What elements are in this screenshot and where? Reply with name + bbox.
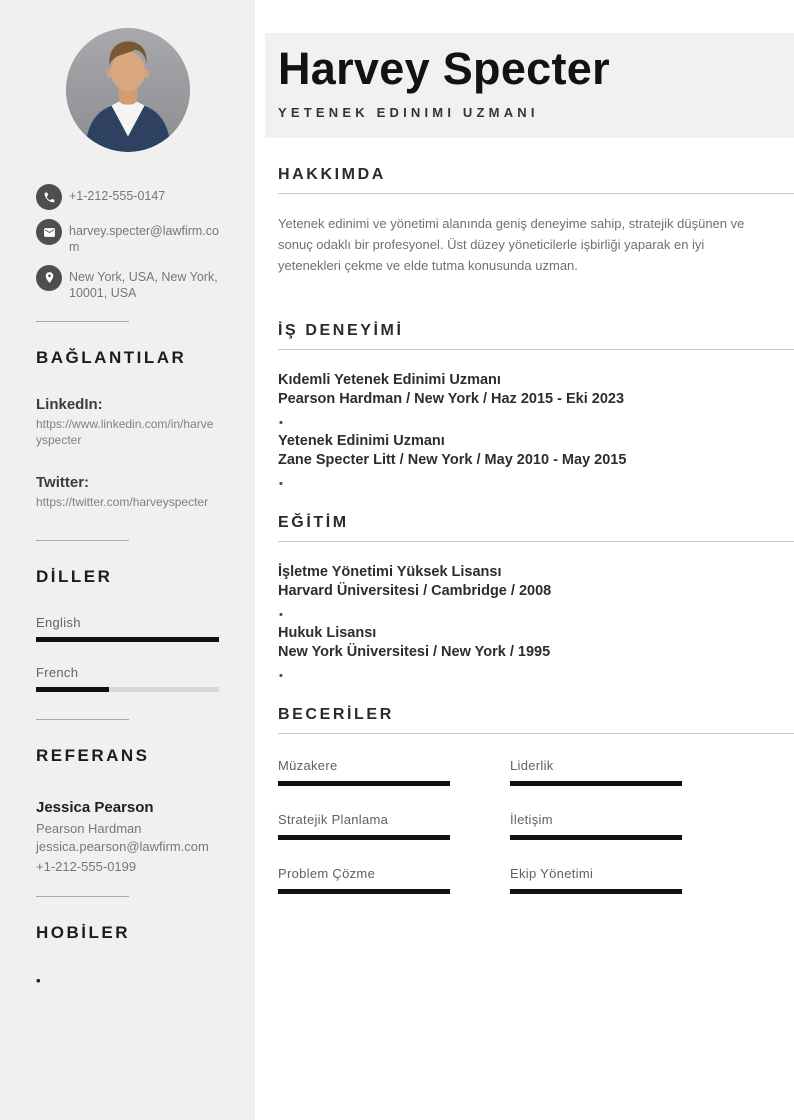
skill-name: Stratejik Planlama	[278, 812, 389, 828]
avatar	[66, 28, 190, 152]
skill-item	[278, 812, 450, 840]
section-rule	[278, 733, 794, 734]
skill-item	[510, 812, 682, 840]
education-section	[278, 514, 794, 660]
job-meta: Pearson Hardman / New York / Haz 2015 - Eki 2023	[278, 391, 625, 408]
languages-list	[36, 615, 219, 692]
skill-bar-fill	[278, 835, 450, 840]
language-bar-fill	[36, 637, 219, 642]
skill-name: Problem Çözme	[278, 866, 376, 882]
main-content	[255, 0, 794, 1120]
section-rule	[278, 541, 794, 542]
contact-section	[36, 184, 219, 301]
about-section	[278, 166, 794, 276]
person-job-title: YETENEK EDINIMI UZMANI	[278, 105, 539, 120]
job-role: Kıdemli Yetenek Edinimi Uzmanı	[278, 372, 501, 389]
reference-company: Pearson Hardman	[36, 820, 142, 836]
email-icon	[36, 219, 62, 245]
about-title: HAKKIMDA	[278, 166, 386, 183]
link-label: LinkedIn:	[36, 396, 103, 413]
experience-section	[278, 322, 794, 468]
degree-name: İşletme Yönetimi Yüksek Lisansı	[278, 564, 502, 581]
links-section-title: BAĞLANTILAR	[36, 348, 187, 367]
language-item	[36, 665, 219, 692]
skill-item	[510, 758, 682, 786]
about-text: Yetenek edinimi ve yönetimi alanında geniş deneyime sahip, stratejik düşünen ve sonuç odaklı bir profesyonel. Üst düzey yöneticilerle işbirliği yaparak en iyi yetenekleri çekme ve elde tutma konusunda uzman.	[278, 216, 745, 273]
language-name: French	[36, 664, 79, 680]
skills-title: BECERİLER	[278, 706, 394, 724]
skill-name: Müzakere	[278, 758, 338, 774]
language-bar-track	[36, 687, 219, 692]
sidebar	[0, 0, 255, 1120]
skill-bar-fill	[278, 781, 450, 786]
contact-phone	[36, 184, 219, 210]
skill-name: Ekip Yönetimi	[510, 866, 594, 882]
link-url[interactable]: https://www.linkedin.com/in/harveyspecter	[36, 417, 214, 447]
reference-phone: +1-212-555-0199	[36, 858, 137, 874]
contact-location	[36, 265, 219, 302]
skills-section	[278, 706, 794, 894]
skill-bar-fill	[278, 889, 450, 894]
education-entries	[278, 564, 794, 660]
experience-entry	[278, 372, 794, 407]
skill-bar-track	[278, 835, 450, 840]
reference-email: jessica.pearson@lawfirm.com	[36, 838, 209, 854]
skill-item	[510, 866, 682, 894]
degree-meta: Harvard Üniversitesi / Cambridge / 2008	[278, 583, 552, 600]
link-item	[36, 396, 219, 448]
skill-name: Liderlik	[510, 758, 554, 774]
sidebar-divider	[36, 896, 129, 897]
sidebar-divider	[36, 719, 129, 720]
skill-bar-fill	[510, 781, 682, 786]
reference-name: Jessica Pearson	[36, 798, 154, 816]
section-rule	[278, 193, 794, 194]
link-url[interactable]: https://twitter.com/harveyspecter	[36, 495, 209, 510]
education-entry	[278, 564, 794, 599]
header-band	[265, 33, 794, 138]
skill-bar-track	[510, 835, 682, 840]
skill-item	[278, 758, 450, 786]
profile-photo	[66, 28, 190, 152]
language-bar-track	[36, 637, 219, 642]
job-meta: Zane Specter Litt / New York / May 2010 - May 2015	[278, 452, 627, 469]
degree-meta: New York Üniversitesi / New York / 1995	[278, 644, 551, 661]
language-name: English	[36, 614, 81, 630]
skill-bar-fill	[510, 835, 682, 840]
experience-entry	[278, 433, 794, 468]
phone-value: +1-212-555-0147	[69, 189, 166, 203]
experience-entries	[278, 372, 794, 468]
person-name: Harvey Specter	[278, 43, 610, 94]
skill-bar-track	[510, 781, 682, 786]
phone-icon	[36, 184, 62, 210]
degree-name: Hukuk Lisansı	[278, 625, 377, 642]
skill-bar-track	[278, 889, 450, 894]
location-icon	[36, 265, 62, 291]
email-value: harvey.specter@lawfirm.com	[69, 224, 219, 255]
skill-bar-fill	[510, 889, 682, 894]
location-value: New York, USA, New York, 10001, USA	[69, 269, 218, 300]
sidebar-divider	[36, 321, 129, 322]
skill-item	[278, 866, 450, 894]
languages-section-title: DİLLER	[36, 566, 113, 586]
links-list	[36, 396, 219, 511]
job-role: Yetenek Edinimi Uzmanı	[278, 433, 445, 450]
sidebar-divider	[36, 540, 129, 541]
education-entry	[278, 625, 794, 660]
education-title: EĞİTİM	[278, 514, 349, 532]
section-rule	[278, 349, 794, 350]
experience-title: İŞ DENEYİMİ	[278, 322, 404, 340]
language-bar-fill	[36, 687, 109, 692]
link-item	[36, 474, 219, 511]
hobbies-section-title: HOBİLER	[36, 922, 130, 942]
skills-grid	[278, 758, 794, 894]
contact-email	[36, 219, 219, 256]
skill-bar-track	[278, 781, 450, 786]
language-item	[36, 615, 219, 642]
skill-name: İletişim	[510, 812, 553, 828]
skill-bar-track	[510, 889, 682, 894]
link-label: Twitter:	[36, 474, 90, 492]
reference-section-title: REFERANS	[36, 745, 150, 765]
